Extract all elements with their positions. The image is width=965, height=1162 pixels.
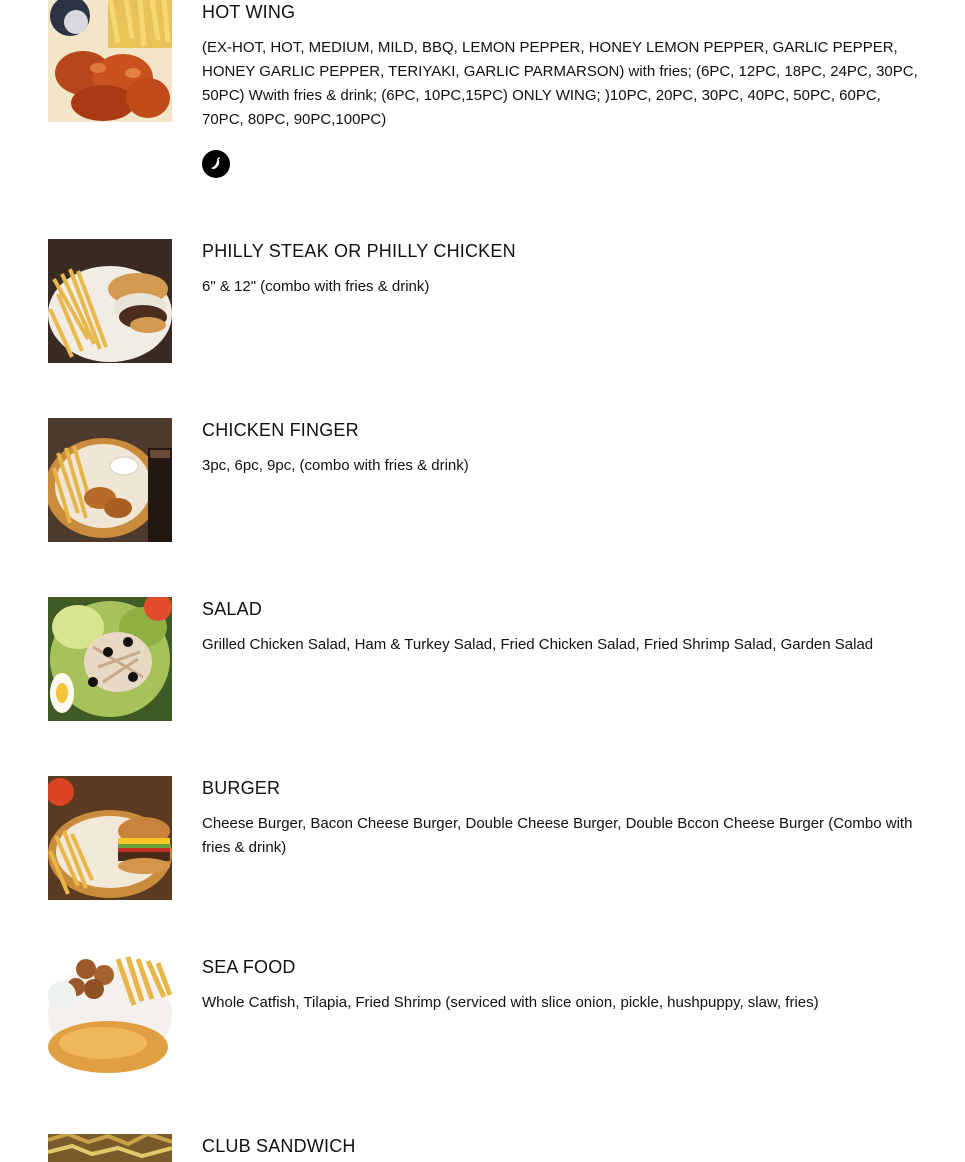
menu-item-description: 3pc, 6pc, 9pc, (combo with fries & drink) — [202, 457, 469, 474]
sea-food-photo[interactable] — [48, 955, 172, 1079]
menu-item-description: (EX-HOT, HOT, MEDIUM, MILD, BBQ, LEMON PEPPER, HONEY LEMON PEPPER, GARLIC PEPPER, HONEY GARLIC PEPPER, TERIYAKI, GARLIC PARMARSON) with fries; (6PC, 12PC, 18PC, 24PC, 30PC, 50PC) Wwith fries & drink; (6PC, 10PC,15PC) ONLY WING; )10PC, 20PC, 30PC, 40PC, 50PC, 60PC, 70PC, 80PC, 90PC,100PC) — [202, 39, 918, 128]
menu-item-description: Whole Catfish, Tilapia, Fried Shrimp (serviced with slice onion, pickle, hushpuppy, slaw, fries) — [202, 994, 819, 1011]
burger-content — [202, 776, 922, 860]
menu-item-title: SEA FOOD — [202, 957, 296, 977]
menu-item-title: SALAD — [202, 599, 263, 619]
burger-photo[interactable] — [48, 776, 172, 900]
menu-item-title: CHICKEN FINGER — [202, 420, 359, 440]
menu-item-title: HOT WING — [202, 2, 296, 22]
menu-item-title: BURGER — [202, 778, 281, 798]
menu-item-title: PHILLY STEAK OR PHILLY CHICKEN — [202, 241, 516, 261]
philly-content — [202, 239, 922, 299]
sea-food-content — [202, 955, 922, 1015]
chicken-finger-content — [202, 418, 922, 478]
club-sandwich-photo[interactable] — [48, 1134, 172, 1162]
hot-wing-photo[interactable] — [48, 0, 172, 122]
philly-photo[interactable] — [48, 239, 172, 363]
menu-item-description: Grilled Chicken Salad, Ham & Turkey Salad, Fried Chicken Salad, Fried Shrimp Salad, Garden Salad — [202, 636, 874, 653]
salad-photo[interactable] — [48, 597, 172, 721]
hot-wing-content — [202, 0, 922, 178]
menu-item-description: 6" & 12" (combo with fries & drink) — [202, 278, 430, 295]
salad-content — [202, 597, 922, 657]
menu-item-description: Cheese Burger, Bacon Cheese Burger, Double Cheese Burger, Double Bccon Cheese Burger (Combo with fries & drink) — [202, 815, 913, 856]
club-sandwich-content — [202, 1134, 922, 1158]
menu-item-title: CLUB SANDWICH — [202, 1136, 356, 1156]
chicken-finger-photo[interactable] — [48, 418, 172, 542]
spicy-pepper-icon — [202, 150, 230, 178]
